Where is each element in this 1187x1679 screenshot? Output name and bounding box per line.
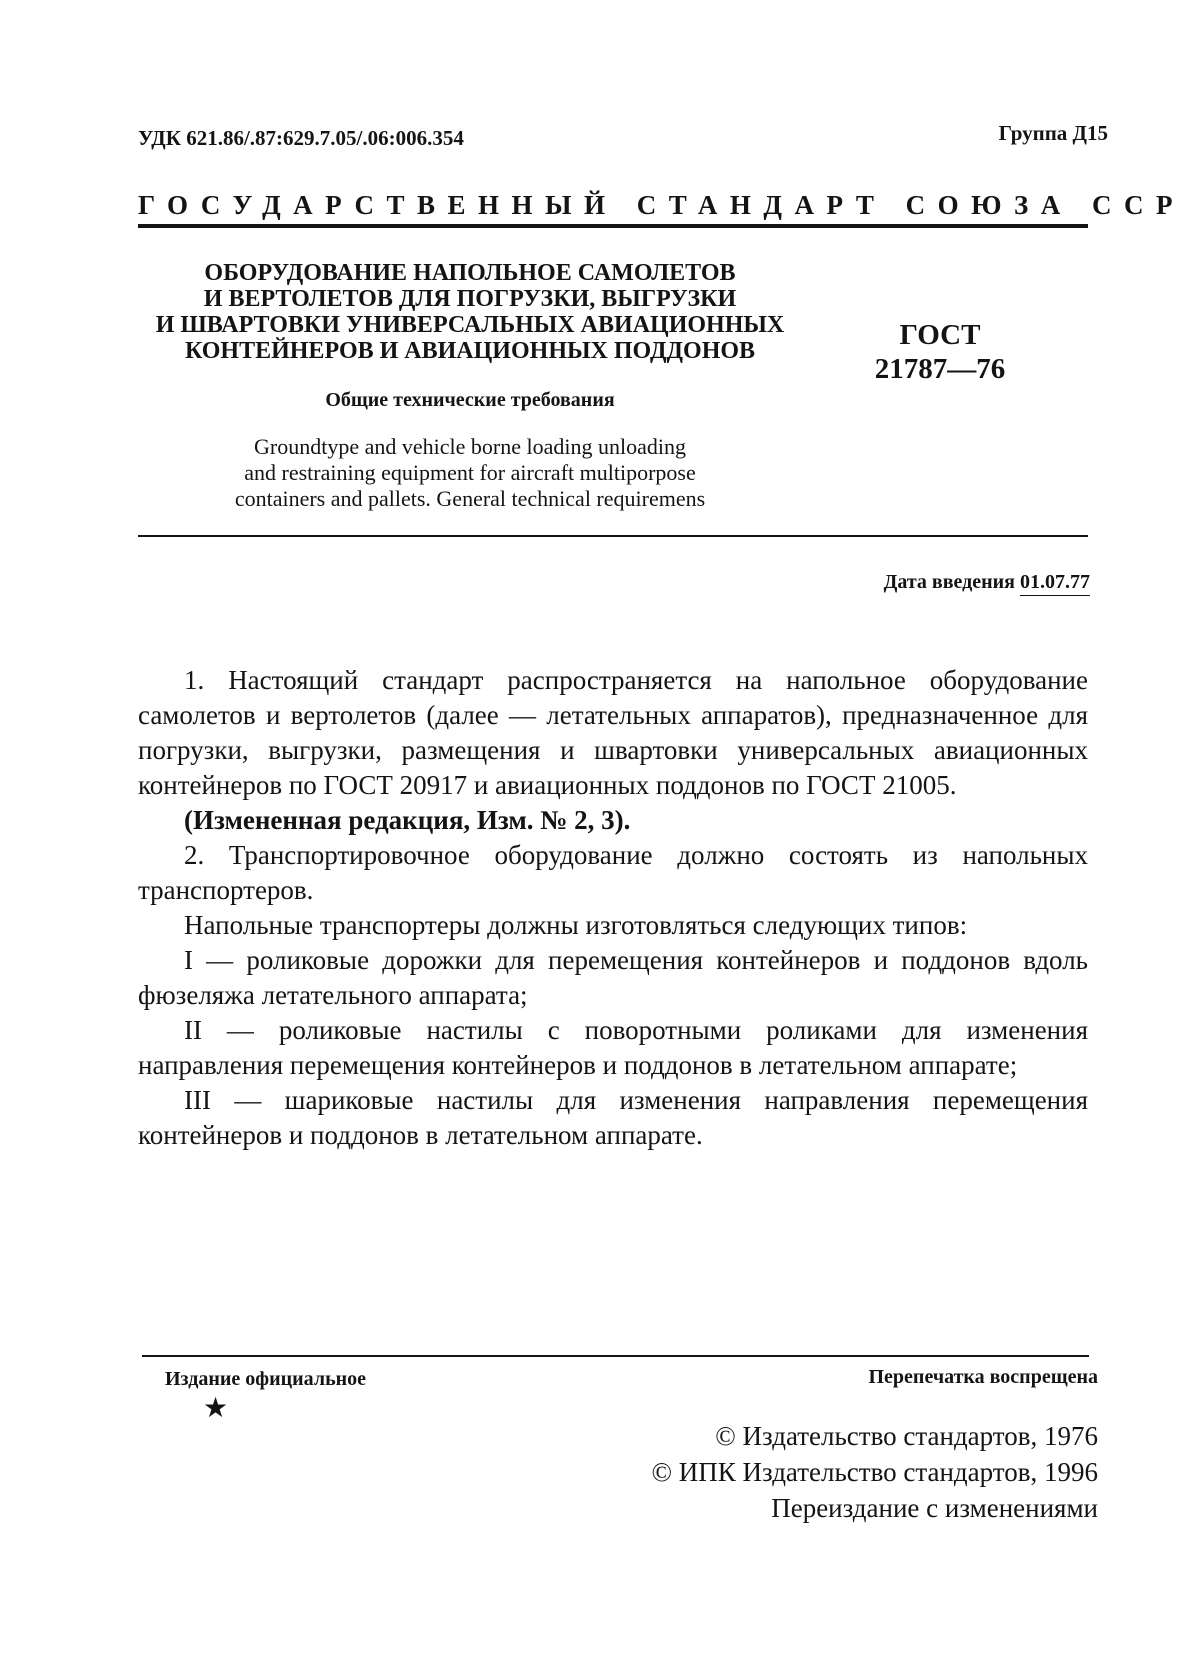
title-en-line: and restraining equipment for aircraft multiporpose bbox=[244, 460, 696, 485]
udk-code: УДК 621.86/.87:629.7.05/.06:006.354 bbox=[138, 126, 464, 150]
gost-designation bbox=[860, 318, 1020, 386]
type-2-item: II — роликовые настилы с поворотными роликами для изменения направления перемещения контейнеров и поддонов в летательном аппарате; bbox=[138, 1015, 1088, 1080]
type-1-item: I — роликовые дорожки для перемещения контейнеров и поддонов вдоль фюзеляжа летательного аппарата; bbox=[138, 945, 1088, 1010]
paragraph-1: 1. Настоящий стандарт распространяется на напольное оборудование самолетов и вертолетов (далее — летательных аппаратов), предназначенное для погрузки, выгрузки, размещения и швартовки универсальных авиационных контейнеров по ГОСТ 20917 и авиационных поддонов по ГОСТ 21005. bbox=[138, 665, 1088, 800]
group-code: Группа Д15 bbox=[998, 121, 1108, 145]
title-line: ОБОРУДОВАНИЕ НАПОЛЬНОЕ САМОЛЕТОВ bbox=[204, 260, 736, 286]
title-en-line: Groundtype and vehicle borne loading unloading bbox=[254, 434, 686, 459]
title-line: И ВЕРТОЛЕТОВ ДЛЯ ПОГРУЗКИ, ВЫГРУЗКИ bbox=[203, 286, 737, 312]
copyright-block bbox=[652, 1418, 1099, 1526]
copyright-line: © ИПК Издательство стандартов, 1996 bbox=[651, 1457, 1098, 1487]
paragraph-3: Напольные транспортеры должны изготовляться следующих типов: bbox=[184, 910, 968, 940]
amendment-note: (Измененная редакция, Изм. № 2, 3). bbox=[184, 805, 631, 835]
gost-label: ГОСТ bbox=[899, 319, 981, 351]
introduction-date bbox=[884, 571, 1090, 594]
document-title-ru bbox=[130, 260, 810, 364]
header-divider bbox=[138, 224, 1088, 228]
title-en-line: containers and pallets. General technical requiremens bbox=[234, 486, 706, 511]
document-body bbox=[138, 663, 1088, 1153]
state-standard-heading: ГОСУДАРСТВЕННЫЙ СТАНДАРТ СОЮЗА ССР bbox=[138, 190, 1185, 220]
star-icon: ★ bbox=[203, 1393, 229, 1424]
intro-date-value: 01.07.77 bbox=[1020, 571, 1090, 596]
gost-number: 21787—76 bbox=[874, 353, 1006, 385]
document-title-en bbox=[130, 434, 810, 512]
reprint-prohibited-label: Перепечатка воспрещена bbox=[868, 1366, 1098, 1388]
title-line: И ШВАРТОВКИ УНИВЕРСАЛЬНЫХ АВИАЦИОННЫХ bbox=[155, 312, 785, 338]
document-subtitle-ru: Общие технические требования bbox=[325, 389, 615, 411]
official-edition-label: Издание официальное bbox=[165, 1368, 367, 1390]
reissue-note: Переиздание с изменениями bbox=[771, 1493, 1098, 1523]
copyright-line: © Издательство стандартов, 1976 bbox=[715, 1421, 1098, 1451]
title-divider bbox=[138, 535, 1088, 537]
type-3-item: III — шариковые настилы для изменения направления перемещения контейнеров и поддонов в летательном аппарате. bbox=[138, 1085, 1088, 1150]
footer-divider bbox=[142, 1355, 1089, 1357]
intro-date-label: Дата введения bbox=[883, 571, 1015, 593]
paragraph-2: 2. Транспортировочное оборудование должно состоять из напольных транспортеров. bbox=[138, 840, 1088, 905]
title-line: КОНТЕЙНЕРОВ И АВИАЦИОННЫХ ПОДДОНОВ bbox=[184, 338, 756, 364]
